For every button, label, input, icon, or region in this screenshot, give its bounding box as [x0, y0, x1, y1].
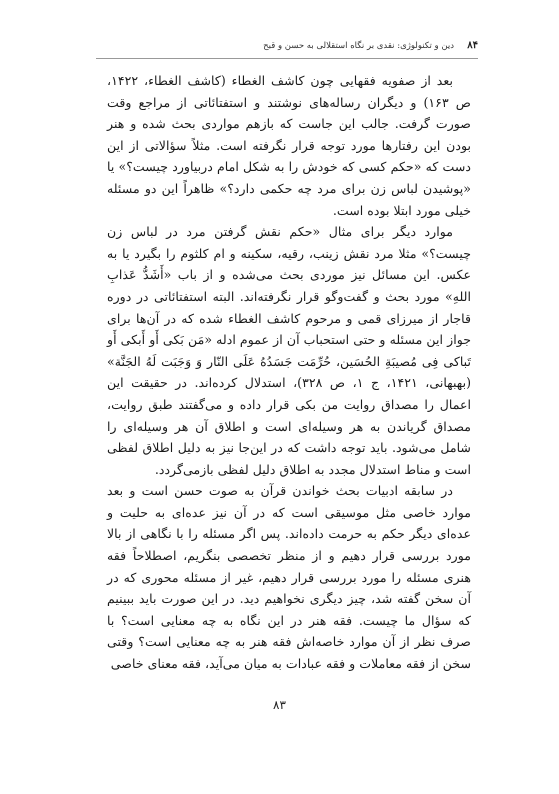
- paragraph: در سابقه ادبیات بحث خواندن قرآن به صوت حسن است و بعد موارد خاصی مثل موسیقی است که در آن نیز عده‌ای به حلیت و عده‌ای دیگر حکم به حرمت داده‌اند. پس اگر مسئله را با نگاهی از بالا مورد بررسی قرار دهیم و از منظر تخصصی بنگریم، اصطلاحاً فقه هنری مسئله را مورد بررسی قرار دهیم، غیر از مسئله محوری که در آن سخن گفته شد، چیز دیگری نخواهیم دید. در این صورت باید ببینیم که سؤال ما چیست. فقه هنر در این نگاه به چه معنایی است؟ با صرف نظر از آن موارد خاصه‌اش فقه هنر به چه معنایی است؟ وقتی سخن از فقه معاملات و فقه عبادات به میان می‌آید، فقه معنای خاصی: [107, 483, 471, 672]
- main-text: [107, 70, 471, 675]
- page-number: ۸۳: [273, 698, 286, 712]
- running-header: [96, 40, 478, 56]
- header-page-number: ۸۴: [467, 40, 478, 51]
- paragraph: موارد دیگر برای مثال «حکم نقش گرفتن مرد در لباس زن چیست؟» مثلا مرد نقش زینب، رقیه، سکینه و ام کلثوم را بگیرد یا به عکس. این مسائل نیز موردی بحث می‌شده و از باب «أَشَدُّ عَذابِ اللهِ» مورد بحث و گفت‌وگو قرار نگرفته‌اند. البته استفتائاتی در دوره قاجار از میرزای قمی و مرحوم کاشف الغطاء شده که در آن‌ها برای جواز این مسئله و حتی استحباب آن از عموم ادله «مَن بَکی أَو أَبکی أَو تَباکی فِی مُصیبَةِ الحُسَین، حُرِّمَت جَسَدُهُ عَلَی النّار وَ وَجَبَت لَهُ الجَنَّة» (بهبهانی، ۱۴۲۱، ج ۱، ص ۳۲۸)، استدلال کرده‌اند. در حقیقت این اعمال را مصداق روایت من بکی قرار داده و می‌گفتند طبق روایت، مصداق گریاندن به هر وسیله‌ای است و اطلاق آن هر وسیله‌ای را شامل می‌شود. باید توجه داشت که در این‌جا نیز به دلیل اطلاق لفظی است و مناط استدلال مجدد به اطلاق دلیل لفظی بازمی‌گردد.: [107, 224, 472, 477]
- header-divider: [96, 58, 478, 59]
- header-title: دین و تکنولوژی: نقدی بر نگاه استقلالی به حسن و قبح: [263, 41, 454, 51]
- paragraph: بعد از صفویه فقهایی چون کاشف الغطاء (کاشف الغطاء، ۱۴۲۲، ص ۱۶۳) و دیگران رساله‌های نوشتند و استفتائاتی از مراجع وقت صورت گرفت. جالب این جاست که بازهم مواردی بحث شده و هنر بودن این رفتارها مورد توجه قرار نگرفته است. مثلاً سؤالاتی از این دست که «حکم کسی که خودش را به شکل امام دربیاورد چیست؟» یا «پوشیدن لباس زن برای مرد چه حکمی دارد؟» ظاهراً این دو مسئله خیلی مورد ابتلا بوده است.: [107, 73, 471, 218]
